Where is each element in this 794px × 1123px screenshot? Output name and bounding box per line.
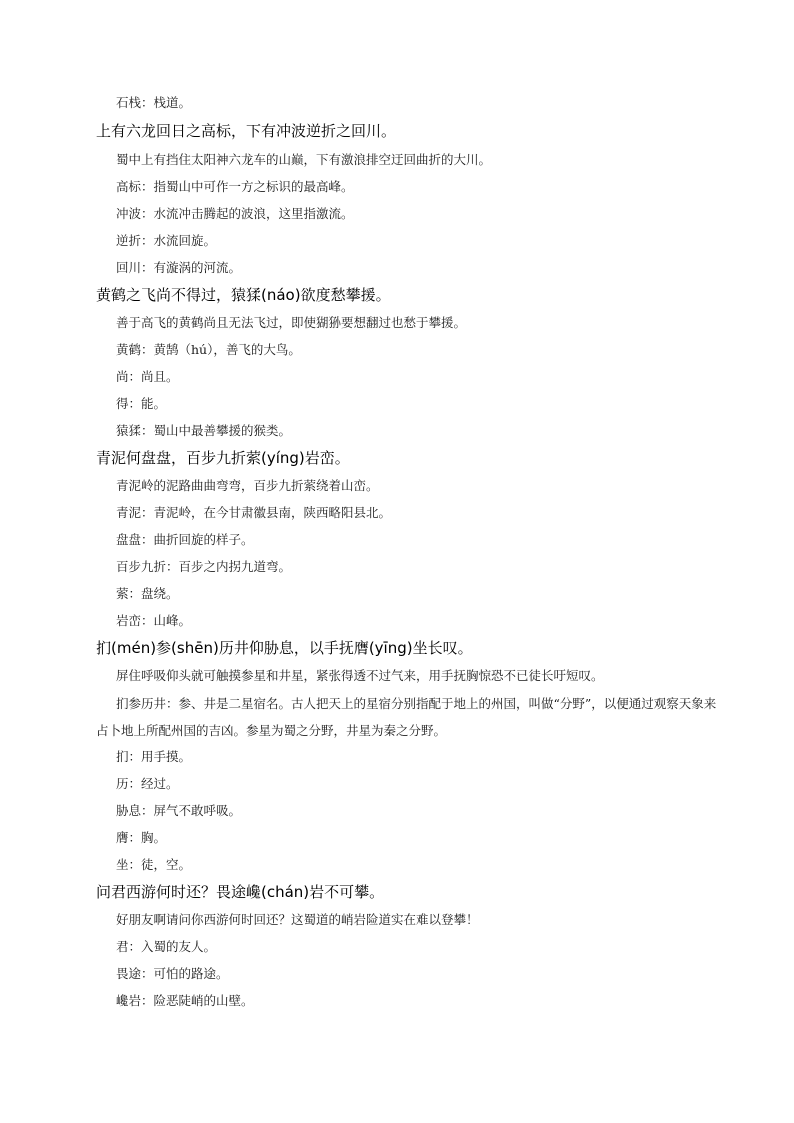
- note-line: 青泥岭的泥路曲曲弯弯，百步九折萦绕着山峦。: [116, 478, 379, 493]
- note-line: 石栈：栈道。: [116, 95, 192, 110]
- verse-line: 扪(mén)参(shēn)历井仰胁息，以手抚膺(yīng)坐长叹。: [96, 639, 473, 657]
- note-line: 冲波：水流冲击腾起的波浪，这里指激流。: [116, 206, 354, 221]
- verse-line: 上有六龙回日之高标，下有冲波逆折之回川。: [96, 122, 397, 140]
- verse-line: 问君西游何时还？畏途巉(chán)岩不可攀。: [96, 883, 385, 901]
- note-line: 得：能。: [116, 396, 167, 411]
- note-line: 好朋友啊请问你西游何时回还？这蜀道的峭岩险道实在难以登攀！: [116, 912, 479, 927]
- note-line: 回川：有漩涡的河流。: [116, 260, 242, 275]
- verse-line: 黄鹤之飞尚不得过，猿猱(náo)欲度愁攀援。: [96, 286, 391, 304]
- note-line: 猿猱：蜀山中最善攀援的猴类。: [116, 423, 292, 438]
- note-line: 高标：指蜀山中可作一方之标识的最高峰。: [116, 179, 354, 194]
- note-line: 逆折：水流回旋。: [116, 233, 217, 248]
- note-line: 巉岩：险恶陡峭的山壁。: [116, 993, 254, 1008]
- verse-line: 青泥何盘盘，百步九折萦(yíng)岩峦。: [96, 449, 350, 467]
- note-line: 膺：胸。: [116, 830, 167, 845]
- note-line: 蜀中上有挡住太阳神六龙车的山巅，下有激浪排空迂回曲折的大川。: [116, 152, 492, 167]
- note-line: 萦：盘绕。: [116, 586, 179, 601]
- note-paragraph: 扪参历井：参、井是二星宿名。古人把天上的星宿分别指配于地上的州国，叫做“分野”，以便通过观察天象来占卜地上所配州国的吉凶。参星为蜀之分野，井星为秦之分野。: [96, 696, 717, 738]
- note-line: 历：经过。: [116, 776, 179, 791]
- note-line: 百步九折：百步之内拐九道弯。: [116, 559, 292, 574]
- note-line: 岩峦：山峰。: [116, 613, 192, 628]
- note-line: 青泥：青泥岭，在今甘肃徽县南，陕西略阳县北。: [116, 505, 392, 520]
- note-line: 尚：尚且。: [116, 369, 179, 384]
- note-line: 畏途：可怕的路途。: [116, 966, 229, 981]
- note-line: 屏住呼吸仰头就可触摸参星和井星，紧张得透不过气来，用手抚胸惊恐不已徒长吁短叹。: [116, 668, 604, 683]
- note-line: 君：入蜀的友人。: [116, 939, 217, 954]
- note-line: 坐：徒，空。: [116, 857, 192, 872]
- note-line: 善于高飞的黄鹤尚且无法飞过，即使猢狲要想翻过也愁于攀援。: [116, 315, 467, 330]
- note-line: 盘盘：曲折回旋的样子。: [116, 532, 254, 547]
- note-line: 黄鹤：黄鹄（hú），善飞的大鸟。: [116, 342, 301, 357]
- note-line: 扪：用手摸。: [116, 749, 192, 764]
- note-line: 胁息：屏气不敢呼吸。: [116, 803, 242, 818]
